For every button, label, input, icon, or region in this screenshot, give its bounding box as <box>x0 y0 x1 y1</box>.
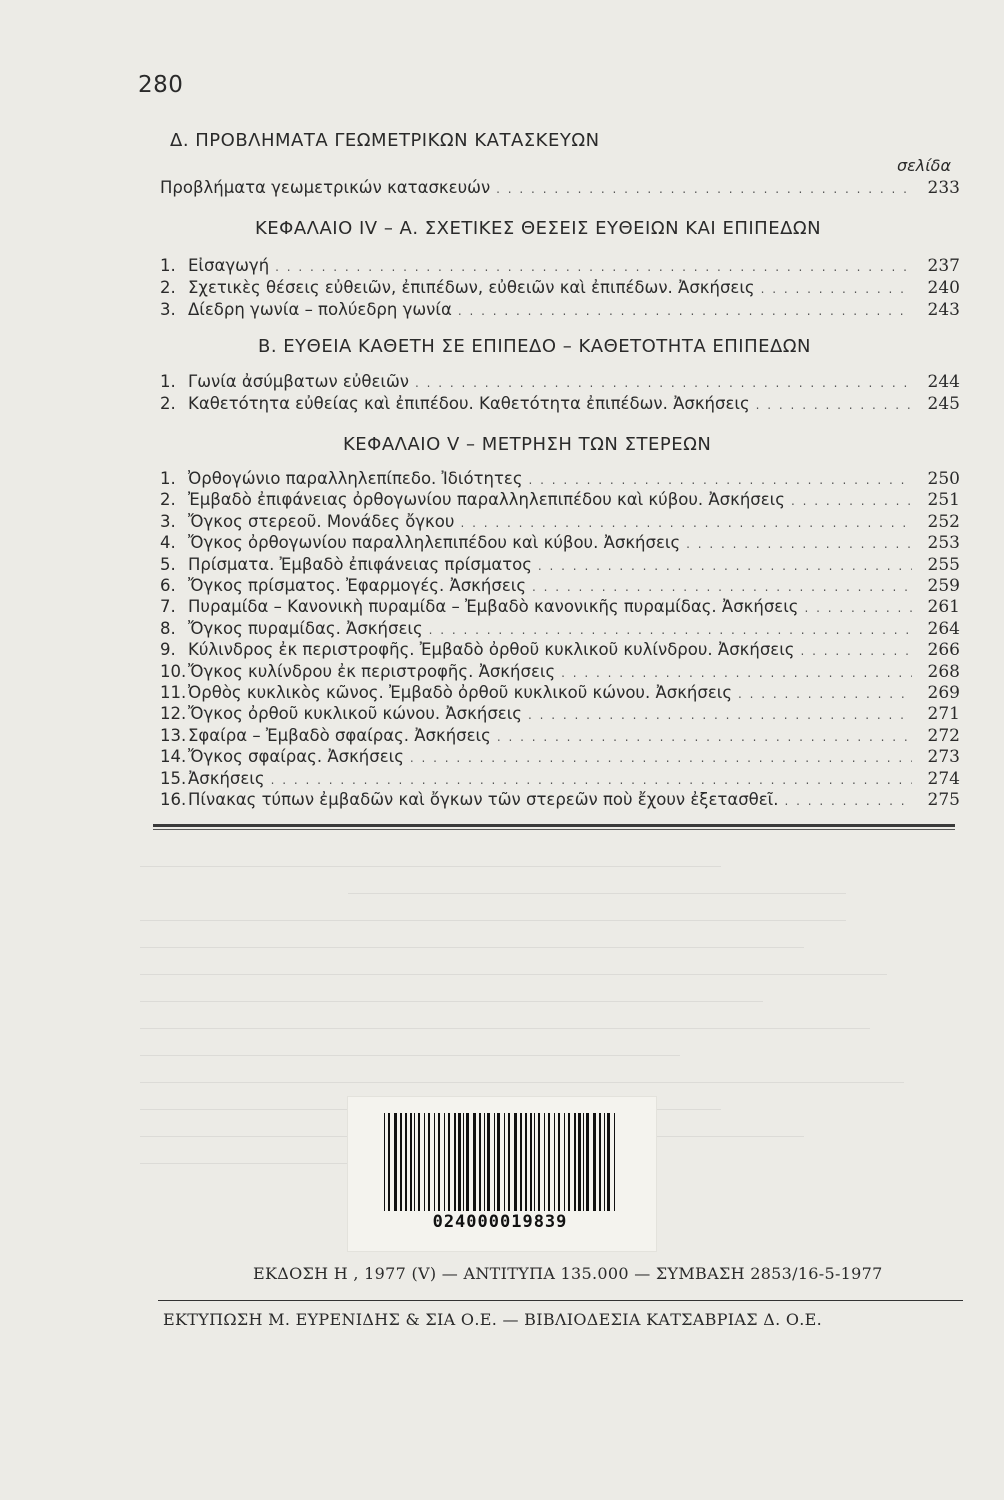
toc-entry-title: Γωνία ἀσύμβατων εὐθειῶν <box>188 372 410 391</box>
toc-entry-title: Ἀσκήσεις <box>188 768 265 788</box>
barcode-bar <box>484 1113 485 1211</box>
toc-entry-page: 261 <box>927 597 960 618</box>
toc-entry <box>160 597 960 619</box>
barcode-bar <box>384 1113 385 1211</box>
barcode-bar <box>458 1113 461 1211</box>
toc-entry-number: 1. <box>160 469 176 488</box>
barcode-bar <box>568 1113 570 1211</box>
toc-entry-title: Σχετικὲς θέσεις εὐθειῶν, ἐπιπέδων, εὐθειῶν καὶ ἐπιπέδων. Ἀσκήσεις <box>188 278 755 297</box>
dot-leader <box>538 559 912 573</box>
toc-entry <box>160 576 960 598</box>
toc-entry-title: Δίεδρη γωνία – πολύεδρη γωνία <box>188 300 452 319</box>
toc-entry-number: 2. <box>160 490 176 510</box>
dot-leader <box>804 601 912 615</box>
barcode-bar <box>463 1113 464 1211</box>
toc-entry-number: 10. <box>160 661 187 681</box>
toc-entry-title: Ἐμβαδὸ ἐπιφάνειας ὀρθογωνίου παραλληλεπιπέδου καὶ κύβου. Ἀσκήσεις <box>188 490 785 510</box>
toc-entry-title: Ὀρθογώνιο παραλληλεπίπεδο. Ἰδιότητες <box>188 469 523 488</box>
toc-entry-page: 243 <box>927 300 960 320</box>
barcode-bar <box>424 1113 425 1211</box>
toc-entry-title: Κύλινδρος ἐκ περιστροφῆς. Ἐμβαδὸ ὀρθοῦ κυκλικοῦ κυλίνδρου. Ἀσκήσεις <box>188 640 795 660</box>
toc-entry-number: 15. <box>160 768 187 788</box>
barcode-bar <box>564 1113 565 1211</box>
toc-entry-page: 233 <box>927 178 960 198</box>
toc-entry <box>160 769 960 791</box>
edition-info: ΕΚΔΟΣΗ Η , 1977 (V) — ΑΝΤΙΤΥΠΑ 135.000 — ΣΥΜΒΑΣΗ 2853/16-5-1977 <box>253 1264 883 1283</box>
dot-leader <box>756 398 912 412</box>
toc-entry <box>160 300 960 322</box>
toc-entry-title: Ὄγκος πρίσματος. Ἐφαρμογές. Ἀσκήσεις <box>188 576 527 595</box>
toc-entry-number: 7. <box>160 597 176 617</box>
barcode-bar <box>604 1113 605 1211</box>
barcode-bar <box>434 1113 435 1211</box>
barcode-bar <box>438 1113 440 1211</box>
barcode-bar <box>405 1113 407 1211</box>
toc-entry-number: 5. <box>160 554 176 574</box>
toc-entry <box>160 747 960 769</box>
toc-entry-number: 8. <box>160 618 176 638</box>
toc-entry-number: 3. <box>160 511 176 531</box>
toc-entry-number: 6. <box>160 576 176 595</box>
toc-entry-page: 274 <box>927 768 960 789</box>
toc-entry-page: 250 <box>927 469 960 489</box>
chapter-5-title: ΚΕΦΑΛΑΙΟ V – ΜΕΤΡΗΣΗ ΤΩΝ ΣΤΕΡΕΩΝ <box>343 434 712 455</box>
barcode-bar <box>504 1113 505 1211</box>
toc-entry-title: Καθετότητα εὐθείας καὶ ἐπιπέδου. Καθετότητα ἐπιπέδων. Ἀσκήσεις <box>188 394 750 413</box>
barcode-bar <box>410 1113 412 1211</box>
barcode-bar <box>514 1113 517 1211</box>
barcode-label <box>347 1096 657 1252</box>
dot-leader <box>761 282 912 296</box>
barcode-bar <box>520 1113 522 1211</box>
dot-leader <box>738 687 912 701</box>
printer-info: ΕΚΤΥΠΩΣΗ Μ. ΕΥΡΕΝΙΔΗΣ & ΣΙΑ Ο.Ε. — ΒΙΒΛΙΟΔΕΣΙΑ ΚΑΤΣΑΒΡΙΑΣ Δ. Ο.Ε. <box>163 1310 823 1329</box>
toc-entry-page: 252 <box>927 511 960 532</box>
toc-entry-number: 16. <box>160 790 187 809</box>
barcode-bar <box>400 1113 402 1211</box>
toc-entry-title: Ὄγκος κυλίνδρου ἐκ περιστροφῆς. Ἀσκήσεις <box>188 661 556 681</box>
barcode-bar <box>466 1113 469 1211</box>
barcode-bar <box>473 1113 476 1211</box>
dot-leader <box>458 304 912 318</box>
toc-entry <box>160 640 960 662</box>
dot-leader <box>529 473 912 487</box>
toc-entry-page: 253 <box>927 533 960 554</box>
chapter-4a-title: ΚΕΦΑΛΑΙΟ IV – Α. ΣΧΕΤΙΚΕΣ ΘΕΣΕΙΣ ΕΥΘΕΙΩΝ ΚΑΙ ΕΠΙΠΕΔΩΝ <box>255 218 822 239</box>
dot-leader <box>532 580 912 594</box>
barcode-bar <box>530 1113 532 1211</box>
dot-leader <box>271 773 912 787</box>
toc-entry-number: 9. <box>160 640 176 660</box>
toc-entry <box>160 533 960 555</box>
toc-entry-page: 240 <box>927 278 960 298</box>
toc-entry <box>160 394 960 416</box>
barcode-bar <box>554 1113 555 1211</box>
barcode-bar <box>494 1113 495 1211</box>
barcode-bar <box>497 1113 500 1211</box>
dot-leader <box>497 730 912 744</box>
barcode-bar <box>454 1113 456 1211</box>
toc-entry <box>160 683 960 705</box>
toc-entry-page: 237 <box>927 256 960 276</box>
toc-entry-page: 264 <box>927 618 960 639</box>
barcode-bar <box>558 1113 560 1211</box>
barcode-bar <box>544 1113 545 1211</box>
dot-leader <box>800 644 912 658</box>
dot-leader <box>410 751 912 765</box>
toc-entry-number: 11. <box>160 683 187 702</box>
dot-leader <box>791 494 912 508</box>
barcode-bar <box>583 1113 584 1211</box>
toc-entry-page: 259 <box>927 576 960 596</box>
barcode-bar <box>574 1113 576 1211</box>
barcode-bar <box>599 1113 601 1211</box>
dot-leader <box>686 537 912 551</box>
barcode-bar <box>414 1113 415 1211</box>
barcode-number: 024000019839 <box>432 1212 568 1232</box>
toc-entry-title: Ὄγκος ὀρθοῦ κυκλικοῦ κώνου. Ἀσκήσεις <box>188 704 522 724</box>
toc-entry <box>160 490 960 512</box>
toc-entry-title: Προβλήματα γεωμετρικών κατασκευών <box>160 178 491 197</box>
chapter-4b-title: Β. ΕΥΘΕΙΑ ΚΑΘΕΤΗ ΣΕ ΕΠΙΠΕΔΟ – ΚΑΘΕΤΟΤΗΤΑ ΕΠΙΠΕΔΩΝ <box>258 336 812 357</box>
dot-leader <box>275 260 912 274</box>
footer-rule <box>158 1300 963 1301</box>
toc-entry <box>160 619 960 641</box>
barcode-bar <box>548 1113 550 1211</box>
toc-entry-page: 271 <box>927 704 960 725</box>
toc-entry-title: Ὄγκος στερεοῦ. Μονάδες ὄγκου <box>188 511 455 531</box>
barcode-bar <box>534 1113 535 1211</box>
toc-entry-page: 255 <box>927 554 960 575</box>
barcode-bar <box>428 1113 430 1211</box>
toc-entry <box>160 726 960 748</box>
barcode-bar <box>388 1113 390 1211</box>
toc-entry-page: 269 <box>927 683 960 703</box>
toc-entry-page: 244 <box>927 372 960 392</box>
toc-entry <box>160 790 960 812</box>
toc-entry-page: 245 <box>927 394 960 414</box>
barcode-bar <box>444 1113 445 1211</box>
page-column-label: σελίδα <box>896 156 951 175</box>
toc-entry-title: Ὄγκος ὀρθογωνίου παραλληλεπιπέδου καὶ κύβου. Ἀσκήσεις <box>188 533 681 553</box>
dot-leader <box>460 516 912 530</box>
toc-entry <box>160 704 960 726</box>
toc-entry-number: 13. <box>160 725 187 745</box>
barcode-bar <box>418 1113 420 1211</box>
barcode-bar <box>479 1113 481 1211</box>
toc-entry-page: 272 <box>927 725 960 746</box>
toc-entry-title: Ὄγκος πυραμίδας. Ἀσκήσεις <box>188 618 423 638</box>
toc-entry-number: 2. <box>160 278 176 297</box>
dot-leader <box>785 794 912 808</box>
barcode-bar <box>538 1113 540 1211</box>
toc-entry-page: 251 <box>927 490 960 511</box>
section-d-title: Δ. ΠΡΟΒΛΗΜΑΤΑ ΓΕΩΜΕΤΡΙΚΩΝ ΚΑΤΑΣΚΕΥΩΝ <box>170 130 600 151</box>
toc-entry-page: 268 <box>927 661 960 682</box>
dot-leader <box>415 376 912 390</box>
toc-entry <box>160 256 960 278</box>
barcode-bar <box>525 1113 527 1211</box>
barcode-bar <box>614 1113 615 1211</box>
toc-entry <box>160 372 960 394</box>
toc-entry-number: 3. <box>160 300 176 319</box>
toc-entry <box>160 278 960 300</box>
toc-entry-number: 14. <box>160 747 187 767</box>
section-divider <box>153 824 955 827</box>
toc-entry-number: 1. <box>160 372 176 391</box>
toc-entry-title: Πρίσματα. Ἐμβαδὸ ἐπιφάνειας πρίσματος <box>188 554 532 574</box>
barcode-bar <box>586 1113 589 1211</box>
toc-entry-title: Πυραμίδα – Κανονικὴ πυραμίδα – Ἐμβαδὸ κανονικῆς πυραμίδας. Ἀσκήσεις <box>188 597 799 617</box>
toc-entry-number: 2. <box>160 394 176 413</box>
dot-leader <box>429 623 912 637</box>
dot-leader <box>528 708 912 722</box>
toc-entry <box>160 555 960 577</box>
toc-entry-number: 4. <box>160 533 176 553</box>
barcode-bar <box>593 1113 596 1211</box>
toc-entry-title: Σφαίρα – Ἐμβαδὸ σφαίρας. Ἀσκήσεις <box>188 725 491 745</box>
toc-entry-title: Πίνακας τύπων ἐμβαδῶν καὶ ὄγκων τῶν στερεῶν ποὺ ἔχουν ἐξετασθεῖ. <box>188 790 779 809</box>
barcode-bar <box>607 1113 610 1211</box>
toc-entry-page: 266 <box>927 640 960 661</box>
barcode-bar <box>578 1113 581 1211</box>
dot-leader <box>496 182 912 196</box>
barcode-bar <box>394 1113 397 1211</box>
toc-entry <box>160 662 960 684</box>
toc-entry-title: Ὄγκος σφαίρας. Ἀσκήσεις <box>188 747 404 767</box>
toc-entry <box>160 512 960 534</box>
barcode-bar <box>448 1113 450 1211</box>
barcode-bar <box>508 1113 510 1211</box>
page-number: 280 <box>138 72 184 98</box>
dot-leader <box>561 666 912 680</box>
toc-entry-page: 275 <box>927 790 960 810</box>
toc-entry <box>160 469 960 491</box>
toc-entry-page: 273 <box>927 747 960 768</box>
toc-entry <box>160 178 960 200</box>
toc-entry-number: 12. <box>160 704 187 724</box>
barcode-icon <box>382 1113 618 1211</box>
section-divider-thin <box>153 829 955 830</box>
toc-entry-number: 1. <box>160 256 176 275</box>
toc-entry-title: Εἰσαγωγή <box>188 256 270 275</box>
toc-entry-title: Ὀρθὸς κυκλικὸς κῶνος. Ἐμβαδὸ ὀρθοῦ κυκλικοῦ κώνου. Ἀσκήσεις <box>188 683 733 702</box>
barcode-bar <box>487 1113 490 1211</box>
